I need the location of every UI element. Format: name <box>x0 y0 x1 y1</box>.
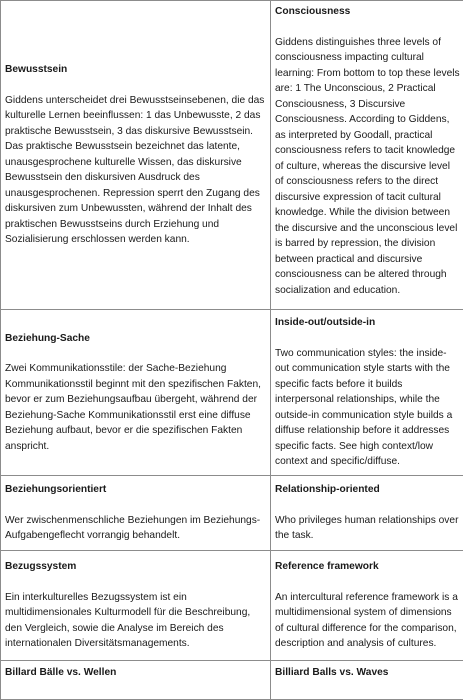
table-row <box>1 1 463 310</box>
english-term: Reference framework <box>275 559 460 575</box>
english-definition: Two communication styles: the inside-out communication style starts with the specific facts before it builds interpersonal relationships, while the outside-in communication style builds a diffuse relationship before it addresses specific facts. See high context/low context and specific/diffuse. <box>275 346 460 470</box>
table-row <box>1 310 463 476</box>
german-entry-cell <box>1 661 271 700</box>
english-term: Inside-out/outside-in <box>275 315 460 331</box>
german-entry-cell <box>1 1 271 310</box>
english-term: Relationship-oriented <box>275 482 460 498</box>
english-entry-cell <box>271 661 463 700</box>
table-row <box>1 661 463 700</box>
german-definition: Zwei Kommunikationsstile: der Sache-Beziehung Kommunikationsstil beginnt mit den spezifischen Fakten, bevor er zum Beziehungsaufbau übergeht, während der Beziehung-Sache Kommunikationsstil erst eine diffuse Beziehung aufbaut, bevor er die spezifischen Fakten anspricht. <box>5 361 267 454</box>
german-definition: Giddens unterscheidet drei Bewusstseinsebenen, die das kulturelle Lernen beeinflussen: 1 das Unbewusste, 2 das praktische Bewusstsein, 3 das diskursive Bewusstsein. Das praktische Bewusstsein bezeichnet das latente, unausgesprochene kulturelle Wissen, das diskursive Bewusstsein den diskursiven Ausdruck des unausgesprochenen. Repression sperrt den Zugang des diskursiven zum Unbewussten, während der Inhalt des praktischen Bewusstseins durch Erziehung und Sozialisierung erschlossen werden kann. <box>5 93 267 248</box>
german-definition: Wer zwischenmenschliche Beziehungen im Beziehungs-Aufgabengeflecht vorrangig behandelt. <box>5 513 267 544</box>
english-entry-cell <box>271 310 463 476</box>
german-term: Beziehungsorientiert <box>5 482 267 498</box>
german-term: Beziehung-Sache <box>5 331 267 347</box>
german-entry-cell <box>1 476 271 551</box>
german-entry-cell <box>1 551 271 661</box>
english-entry-cell <box>271 551 463 661</box>
table-row <box>1 476 463 551</box>
german-term: Billard Bälle vs. Wellen <box>5 665 267 681</box>
english-entry-cell <box>271 1 463 310</box>
english-definition: An intercultural reference framework is a multidimensional system of dimensions of cultural difference for the comparison, description and analysis of cultures. <box>275 590 460 652</box>
german-term: Bewusstsein <box>5 62 267 78</box>
german-term: Bezugssystem <box>5 559 267 575</box>
english-entry-cell <box>271 476 463 551</box>
german-entry-cell <box>1 310 271 476</box>
english-definition: Giddens distinguishes three levels of consciousness impacting cultural learning: From bottom to top these levels are: 1 The Unconscious, 2 Practical Consciousness, 3 Discursive Consciousness. According to Giddens, as interpreted by Goodall, practical consciousness refers to tacit knowledge of culture, whereas the discursive level of consciousness refers to the direct discursive expression of tacit cultural knowledge. While the division between the discursive and the unconscious level is barred by repression, the division between practical and discursive consciousness can be altered through socialization and education. <box>275 35 460 299</box>
english-definition: Who privileges human relationships over the task. <box>275 513 460 544</box>
german-definition: Ein interkulturelles Bezugssystem ist ein multidimensionales Kulturmodell für die Beschreibung, den Vergleich, sowie die Analyse im Bereich des internationalen Diversitätsmanagements. <box>5 590 267 652</box>
english-term: Billiard Balls vs. Waves <box>275 665 460 681</box>
english-term: Consciousness <box>275 4 460 20</box>
table-row <box>1 551 463 661</box>
